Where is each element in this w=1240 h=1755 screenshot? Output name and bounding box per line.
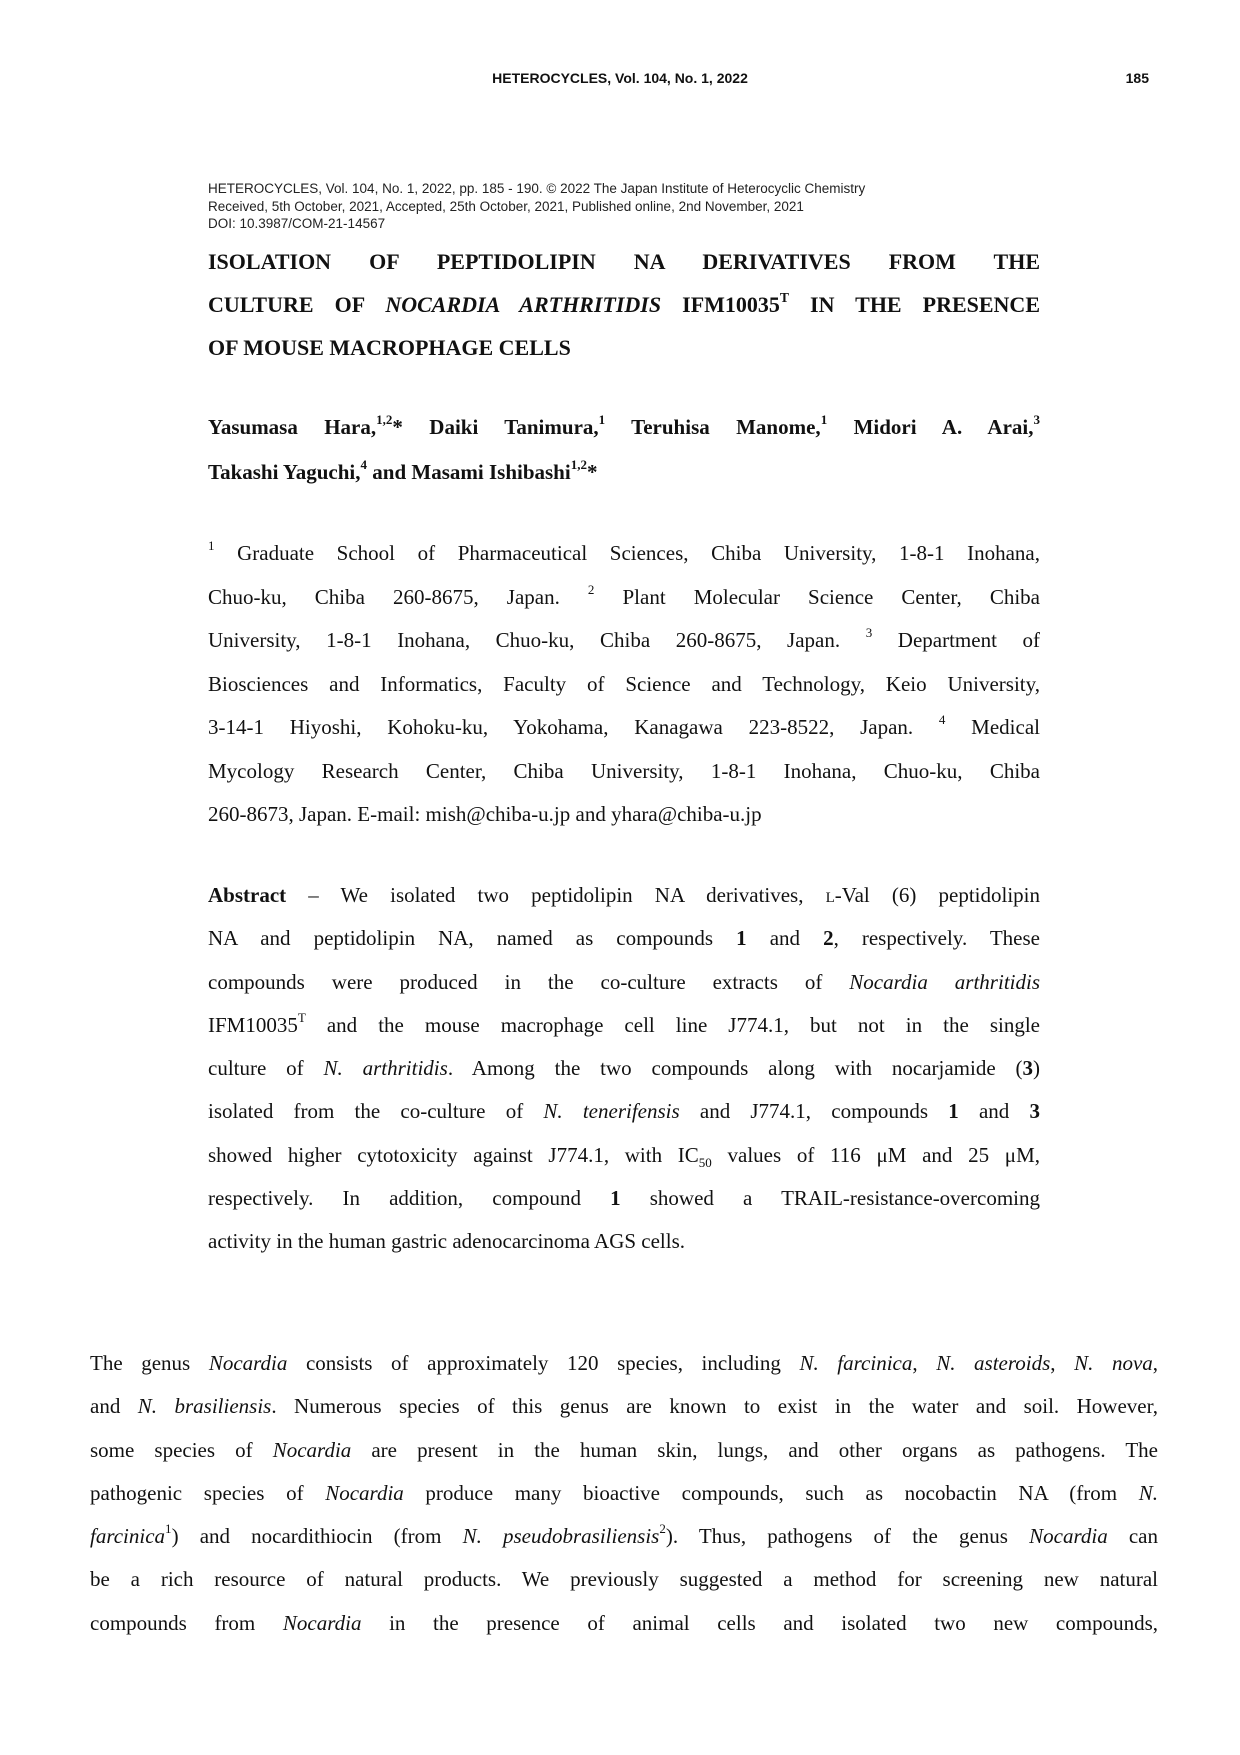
title-line: OF MOUSE MACROPHAGE CELLS bbox=[208, 335, 571, 360]
compound-number: 1 bbox=[948, 1099, 959, 1124]
body-line bbox=[90, 1515, 1158, 1558]
abstract-text: l bbox=[825, 883, 835, 907]
abstract-text: values of 116 μM and 25 μM, bbox=[711, 1142, 1040, 1167]
affiliation-line: Biosciences and Informatics, Faculty of Science and Technology, Keio University, bbox=[208, 671, 1040, 696]
author-name: Daiki Tanimura, bbox=[429, 415, 599, 439]
species-name: N. bbox=[1138, 1480, 1158, 1505]
body-text: ). Thus, pathogens of the genus bbox=[665, 1524, 1030, 1549]
species-name: N. nova bbox=[1074, 1351, 1153, 1375]
body-text: and bbox=[90, 1394, 138, 1419]
species-name: N. brasiliensis bbox=[137, 1394, 272, 1419]
body-text: consists of approximately 120 species, including bbox=[287, 1351, 800, 1375]
article-metadata bbox=[208, 180, 1028, 233]
affiliation-text: Graduate School of Pharmaceutical Sciences, Chiba University, 1-8-1 Inohana, bbox=[214, 541, 1040, 565]
doi-line: DOI: 10.3987/COM-21-14567 bbox=[208, 216, 386, 231]
abstract-line bbox=[208, 1004, 1040, 1047]
body-text: , bbox=[1050, 1351, 1075, 1375]
body-text: The genus bbox=[90, 1351, 209, 1375]
abstract-text: ) bbox=[1033, 1056, 1041, 1081]
author-name: Teruhisa Manome, bbox=[631, 415, 821, 439]
ic50-subscript: 50 bbox=[698, 1154, 712, 1170]
abstract-text: – We isolated two peptidolipin NA derivatives, bbox=[286, 883, 826, 907]
body-text: some species of bbox=[90, 1437, 273, 1462]
title-organism: NOCARDIA ARTHRITIDIS bbox=[385, 292, 662, 317]
compound-number: 3 bbox=[1029, 1099, 1040, 1124]
body-line bbox=[90, 1472, 1158, 1515]
body-text: ) and nocardithiocin (from bbox=[171, 1524, 463, 1549]
body-line bbox=[90, 1385, 1158, 1428]
journal-running-title: HETEROCYCLES, Vol. 104, No. 1, 2022 bbox=[492, 70, 748, 86]
abstract-line bbox=[208, 1090, 1040, 1133]
author-line bbox=[208, 450, 1040, 495]
abstract-text: respectively. In addition, compound bbox=[208, 1186, 611, 1211]
body-text: produce many bioactive compounds, such as nocobactin NA (from bbox=[403, 1480, 1139, 1505]
compound-number: 2 bbox=[823, 926, 834, 951]
abstract-line bbox=[208, 917, 1040, 960]
type-strain-mark: T bbox=[297, 1009, 306, 1025]
compound-number: 1 bbox=[610, 1186, 621, 1211]
abstract-text: , respectively. These bbox=[833, 926, 1040, 951]
affiliation-text: 3-14-1 Hiyoshi, Kohoku-ku, Yokohama, Kanagawa 223-8522, Japan. bbox=[208, 715, 939, 739]
affiliation-line: 260-8673, Japan. E-mail: mish@chiba-u.jp and yhara@chiba-u.jp bbox=[208, 802, 762, 826]
abstract-text: showed higher cytotoxicity against J774.1, with IC bbox=[208, 1142, 699, 1167]
body-text: in the presence of animal cells and isolated two new compounds, bbox=[361, 1610, 1158, 1635]
affiliation-line bbox=[208, 532, 1040, 576]
body-text: compounds from bbox=[90, 1610, 283, 1635]
title-text: IN THE PRESENCE bbox=[789, 292, 1040, 317]
abstract-line: activity in the human gastric adenocarcinoma AGS cells. bbox=[208, 1229, 686, 1254]
compound-number: 1 bbox=[736, 926, 747, 951]
affiliation-line bbox=[208, 619, 1040, 663]
author-name: Takashi Yaguchi, bbox=[208, 460, 361, 484]
author-name: Yasumasa Hara, bbox=[208, 415, 377, 439]
abstract-line bbox=[208, 961, 1040, 1004]
affiliation-line bbox=[208, 576, 1040, 620]
title-text: CULTURE OF bbox=[208, 292, 386, 317]
affiliation-mark: 4 bbox=[938, 712, 946, 728]
citation-line: HETEROCYCLES, Vol. 104, No. 1, 2022, pp. 185 - 190. © 2022 The Japan Institute of Heterocyclic Chemistry bbox=[208, 181, 866, 196]
body-text: , bbox=[1152, 1351, 1159, 1375]
abstract-line bbox=[208, 874, 1040, 917]
abstract-text: . Among the two compounds along with nocarjamide ( bbox=[447, 1056, 1023, 1081]
abstract-text: compounds were produced in the co-culture extracts of bbox=[208, 969, 850, 994]
body-line: be a rich resource of natural products. We previously suggested a method for screening new natural bbox=[90, 1567, 1158, 1592]
affiliation-mark: 2 bbox=[587, 581, 595, 597]
abstract-text: showed a TRAIL-resistance-overcoming bbox=[620, 1186, 1040, 1211]
introduction-paragraph bbox=[90, 1342, 1158, 1645]
corresponding-mark: * bbox=[392, 415, 403, 439]
body-text: pathogenic species of bbox=[90, 1480, 326, 1505]
abstract-text: isolated from the co-culture of bbox=[208, 1099, 544, 1124]
abstract bbox=[208, 874, 1040, 1264]
affiliation-text: Department of bbox=[872, 628, 1040, 652]
title-strain: IFM10035 bbox=[661, 292, 780, 317]
body-line bbox=[90, 1429, 1158, 1472]
affiliation-mark: 3 bbox=[1033, 412, 1040, 428]
abstract-line bbox=[208, 1177, 1040, 1220]
affiliation-line bbox=[208, 706, 1040, 750]
species-name: N. farcinica bbox=[799, 1351, 913, 1375]
body-line bbox=[90, 1342, 1158, 1385]
species-name: N. asteroids bbox=[936, 1351, 1051, 1375]
species-name: Nocardia bbox=[325, 1480, 404, 1505]
body-text: can bbox=[1107, 1524, 1158, 1549]
history-line: Received, 5th October, 2021, Accepted, 25th October, 2021, Published online, 2nd November, 2021 bbox=[208, 198, 804, 214]
abstract-text: -Val (6) peptidolipin bbox=[834, 883, 1040, 907]
species-name: N. pseudobrasiliensis bbox=[462, 1524, 660, 1549]
abstract-line bbox=[208, 1047, 1040, 1090]
affiliation-mark: 1,2 bbox=[376, 412, 393, 428]
body-text: , bbox=[912, 1351, 937, 1375]
author-name: Midori A. Arai, bbox=[853, 415, 1034, 439]
affiliation-line: Mycology Research Center, Chiba University, 1-8-1 Inohana, Chuo-ku, Chiba bbox=[208, 758, 1040, 783]
species-name: N. arthritidis bbox=[323, 1056, 448, 1081]
species-name: Nocardia bbox=[208, 1351, 288, 1375]
body-text: are present in the human skin, lungs, and other organs as pathogens. The bbox=[351, 1437, 1159, 1462]
affiliation-text: Plant Molecular Science Center, Chiba bbox=[594, 584, 1040, 609]
affiliation-text: Medical bbox=[945, 715, 1040, 739]
title-line bbox=[208, 283, 1040, 326]
species-name: Nocardia bbox=[1029, 1524, 1108, 1549]
reference-mark: 2 bbox=[659, 1521, 666, 1537]
affiliation-text: Chuo-ku, Chiba 260-8675, Japan. bbox=[208, 584, 588, 609]
species-name: Nocardia bbox=[282, 1610, 362, 1635]
body-text: . Numerous species of this genus are known to exist in the water and soil. However, bbox=[271, 1394, 1158, 1419]
affiliation-mark: 1 bbox=[820, 412, 828, 428]
abstract-text: NA and peptidolipin NA, named as compounds bbox=[208, 926, 737, 951]
author-conjunction: and bbox=[372, 460, 412, 484]
compound-number: 3 bbox=[1022, 1056, 1034, 1081]
article-title bbox=[208, 240, 1040, 369]
affiliations bbox=[208, 532, 1040, 837]
title-line: ISOLATION OF PEPTIDOLIPIN NA DERIVATIVES FROM THE bbox=[208, 249, 1040, 274]
abstract-text: and bbox=[958, 1099, 1030, 1124]
page-number: 185 bbox=[1125, 70, 1149, 86]
abstract-text: and the mouse macrophage cell line J774.1, but not in the single bbox=[305, 1012, 1040, 1037]
affiliation-mark: 1 bbox=[598, 412, 606, 428]
abstract-text: and J774.1, compounds bbox=[679, 1099, 949, 1124]
affiliation-text: University, 1-8-1 Inohana, Chuo-ku, Chiba 260-8675, Japan. bbox=[208, 628, 866, 652]
type-strain-mark: T bbox=[779, 289, 790, 305]
abstract-text: IFM10035 bbox=[208, 1012, 298, 1037]
author-line bbox=[208, 405, 1040, 450]
affiliation-mark: 4 bbox=[360, 457, 368, 473]
corresponding-mark: * bbox=[586, 460, 598, 484]
affiliation-mark: 1,2 bbox=[570, 457, 587, 473]
species-name: farcinica bbox=[90, 1524, 166, 1549]
author-name: Masami Ishibashi bbox=[411, 460, 571, 484]
author-list bbox=[208, 405, 1040, 495]
species-name: Nocardia arthritidis bbox=[849, 969, 1040, 994]
affiliation-mark: 3 bbox=[865, 625, 873, 641]
abstract-label: Abstract bbox=[208, 883, 287, 907]
species-name: N. tenerifensis bbox=[543, 1099, 680, 1124]
body-line bbox=[90, 1602, 1158, 1645]
species-name: Nocardia bbox=[272, 1437, 352, 1462]
abstract-line bbox=[208, 1134, 1040, 1177]
reference-mark: 1 bbox=[165, 1521, 172, 1537]
abstract-text: culture of bbox=[208, 1056, 324, 1081]
affiliation-mark: 1 bbox=[208, 538, 215, 554]
abstract-text: and bbox=[746, 926, 824, 951]
